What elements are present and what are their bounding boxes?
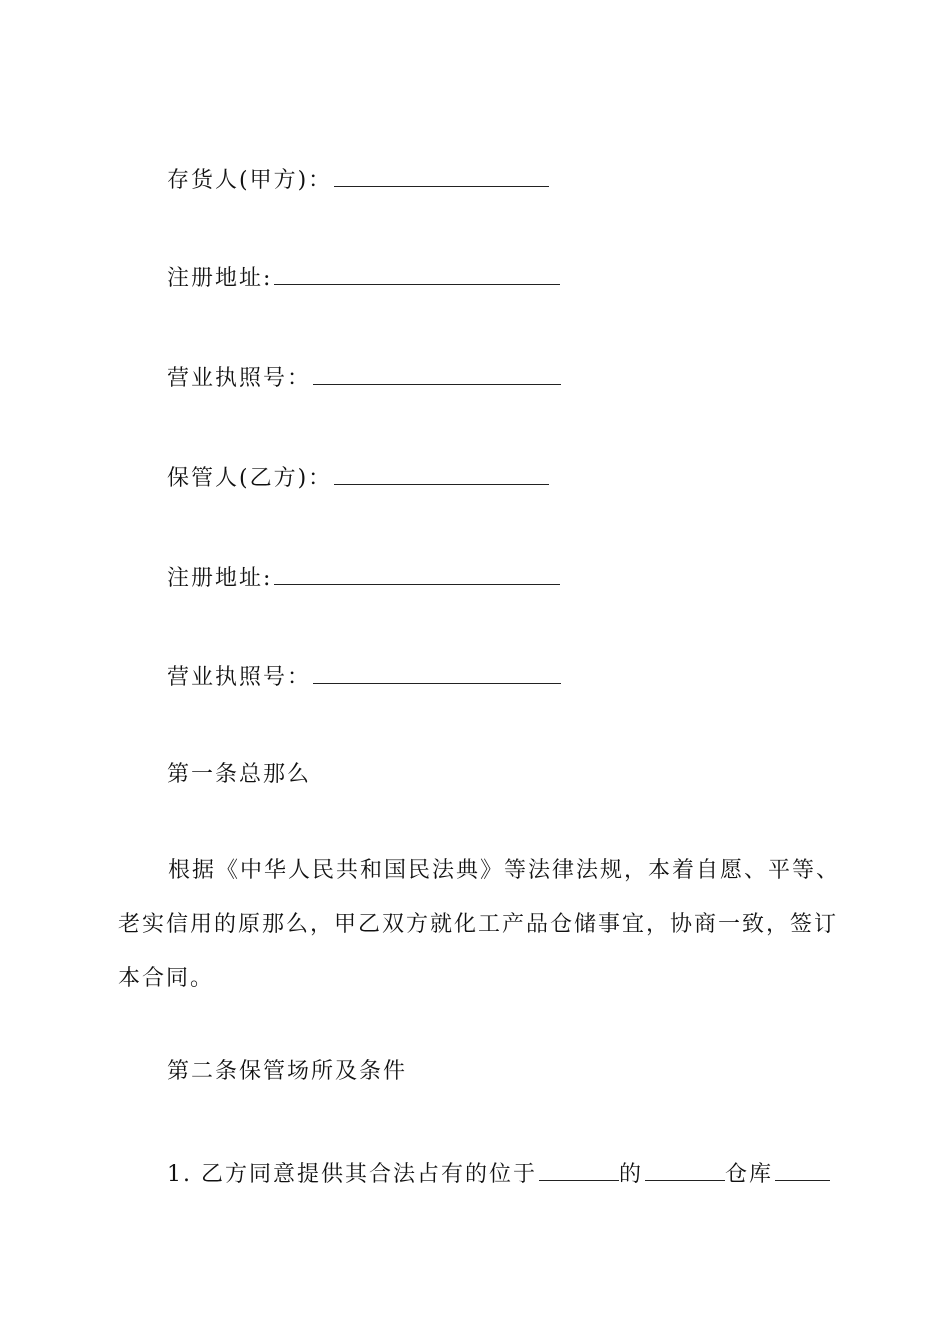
location-blank[interactable]: [539, 1158, 619, 1181]
depositor-license-blank[interactable]: [313, 362, 561, 385]
item1-text-part1: 1. 乙方同意提供其合法占有的位于: [167, 1162, 537, 1187]
item1-text-part3: 仓库: [725, 1162, 774, 1187]
custodian-line: [167, 462, 549, 494]
article1-body: 根据《中华人民共和国民法典》等法律法规，本着自愿、平等、老实信用的原那么，甲乙双方就化工产品仓储事宜，协商一致，签订本合同。: [118, 858, 841, 991]
custodian-address-label: 注册地址:: [167, 566, 273, 591]
custodian-label: 保管人(乙方)：: [167, 466, 333, 491]
custodian-license-label: 营业执照号：: [167, 665, 312, 690]
custodian-blank[interactable]: [334, 462, 549, 485]
depositor-address-label: 注册地址:: [167, 266, 273, 291]
depositor-license-line: [167, 362, 561, 394]
custodian-license-line: [167, 661, 561, 693]
item1-text-part2: 的: [619, 1162, 644, 1187]
depositor-blank[interactable]: [334, 164, 549, 187]
article2-item1-line: [167, 1158, 830, 1190]
depositor-address-blank[interactable]: [274, 262, 560, 285]
custodian-license-blank[interactable]: [313, 661, 561, 684]
warehouse-number-blank[interactable]: [775, 1158, 830, 1181]
depositor-line: [167, 164, 549, 196]
article1-heading: 第一条总那么: [167, 762, 312, 787]
custodian-address-blank[interactable]: [274, 562, 560, 585]
custodian-address-line: [167, 562, 560, 594]
depositor-address-line: [167, 262, 560, 294]
depositor-label: 存货人(甲方)：: [167, 168, 333, 193]
depositor-license-label: 营业执照号：: [167, 366, 312, 391]
article2-heading: 第二条保管场所及条件: [167, 1059, 408, 1084]
warehouse-type-blank[interactable]: [645, 1158, 725, 1181]
